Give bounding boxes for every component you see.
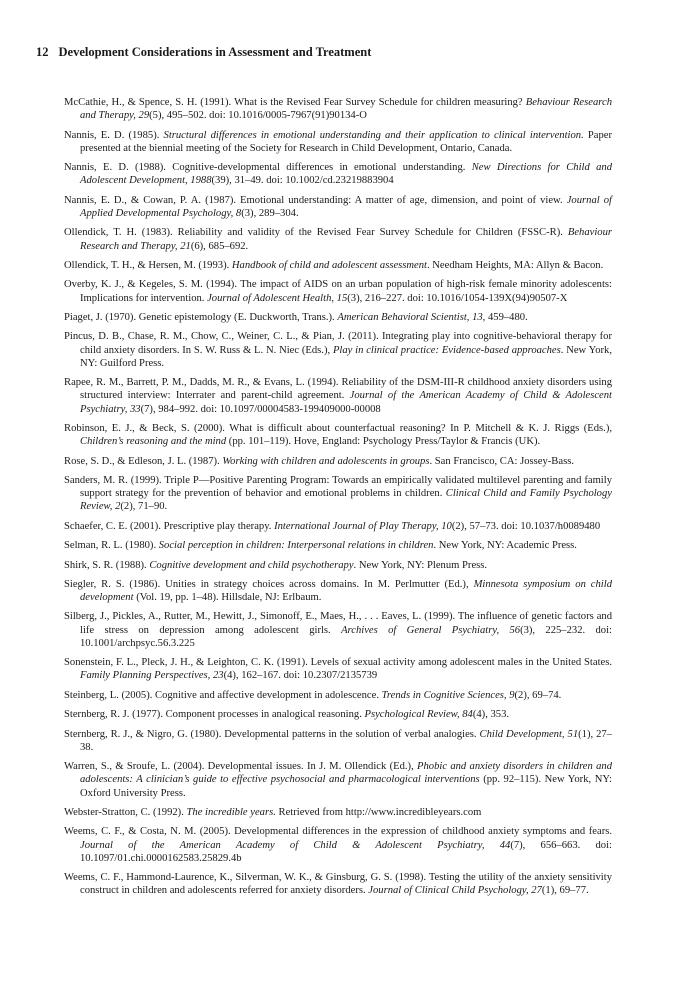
reference-text: Overby, K. J., & Kegeles, S. M. (1994). The impact of AIDS on an urban population of high-risk female minority adolescents: Implications for intervention. [64,279,612,304]
page-number: 12 [36,45,49,59]
reference-text: (pp. 92–115). New York, NY: Oxford University Press. [80,774,612,799]
reference-text: . New York, NY: Academic Press. [433,540,577,552]
reference-source: Structural differences in emotional understanding and their application to clinical intervention. [163,129,584,141]
reference-source: Journal of Clinical Child Psychology, 27 [368,885,542,897]
reference-text: Webster-Stratton, C. (1992). [64,807,187,819]
reference-source: Child Development, 51 [479,728,579,740]
reference-text: . New York, NY: Plenum Press. [353,559,488,571]
reference-source: Psychological Review, 84 [364,709,473,721]
reference-entry [64,96,612,122]
reference-entry [64,161,612,187]
reference-text: Sternberg, R. J., & Nigro, G. (1980). Developmental patterns in the solution of verbal analogies. [64,728,480,740]
reference-text: Weems, C. F., Hammond-Laurence, K., Silverman, W. K., & Ginsburg, G. S. (1998). Testing the utility of the anxiety sensitivity construct in children and adolescents referred for anxiety disorders. [64,872,612,897]
reference-source: Journal of Adolescent Health, 15 [207,292,348,304]
reference-text: Sonenstein, F. L., Pleck, J. H., & Leighton, C. K. (1991). Levels of sexual activity among adolescent males in the United States. [64,657,612,669]
reference-source: Phobic and anxiety disorders in children and adolescents: A clinician’s guide to effective psychosocial and pharmacological interventions [80,761,612,786]
reference-source: Play in clinical practice: Evidence-based approaches [332,344,561,356]
reference-text: Sternberg, R. J. (1977). Component processes in analogical reasoning. [64,709,365,721]
reference-text: (5), 495–502. doi: 10.1016/0005-7967(91)90134-O [149,110,367,122]
reference-text: (3), 289–304. [241,207,299,219]
reference-source: The incredible years. [186,807,276,819]
reference-text: (2), 69–74. [514,689,562,701]
reference-source: Behaviour Research and Therapy, 29 [80,97,612,122]
reference-text: (Vol. 19, pp. 1–48). Hillsdale, NJ: Erlbaum. [133,592,322,604]
reference-source: Cognitive development and child psychotherapy [149,559,354,571]
reference-text: Ollendick, T. H., & Hersen, M. (1993). [64,259,232,271]
reference-source: Handbook of child and adolescent assessment [231,259,427,271]
reference-text: (39), 31–49. doi: 10.1002/cd.23219883904 [211,175,394,187]
reference-source: Clinical Child and Family Psychology Review, 2 [80,488,612,513]
reference-entry [64,226,612,252]
reference-text: Nannis, E. D., & Cowan, P. A. (1987). Emotional understanding: A matter of age, dimension, and point of view. [64,194,567,206]
reference-text: Nannis, E. D. (1985). [64,129,164,141]
reference-text: Selman, R. L. (1980). [64,540,159,552]
reference-text: Nannis, E. D. (1988). Cognitive-developmental differences in emotional understanding. [64,162,472,174]
reference-entry [64,806,612,819]
reference-source: Family Planning Perspectives, 23 [80,670,224,682]
reference-source: Journal of Applied Developmental Psychology, 8 [80,194,612,219]
chapter-title: Development Considerations in Assessment and Treatment [58,45,372,59]
reference-entry [64,539,612,552]
reference-source: Working with children and adolescents in groups [222,455,430,467]
reference-text: Paper presented at the biennial meeting of the Society for Research in Child Development, Ontario, Canada. [80,129,612,154]
reference-source: Archives of General Psychiatry, 56 [341,624,521,636]
reference-text: Retrieved from http://www.incredibleyears.com [275,807,482,819]
reference-source: Social perception in children: Interpersonal relations in children [158,540,434,552]
reference-text: Weems, C. F., & Costa, N. M. (2005). Developmental differences in the expression of childhood anxiety symptoms and fears. [64,826,612,838]
reference-text: (4), 162–167. doi: 10.2307/2135739 [223,670,378,682]
reference-text: Siegler, R. S. (1986). Unities in strategy choices across domains. In M. Perlmutter (Ed.), [64,578,474,590]
reference-source: New Directions for Child and Adolescent Development, 1988 [80,162,612,187]
reference-entry [64,708,612,721]
reference-text: Piaget, J. (1970). Genetic epistemology (E. Duckworth, Trans.). [64,311,338,323]
reference-list [64,96,612,904]
reference-entry [64,311,612,324]
reference-text: (7), 656–663. doi: 10.1097/01.chi.0000162583.25829.4b [80,839,612,864]
reference-entry [64,278,612,304]
reference-text: (1), 27–38. [80,728,612,753]
reference-entry [64,578,612,604]
reference-entry [64,194,612,220]
reference-text: Ollendick, T. H. (1983). Reliability and validity of the Revised Fear Survey Schedule for Children (FSSC-R). [64,227,568,239]
reference-text: Rapee, R. M., Barrett, P. M., Dadds, M. R., & Evans, L. (1994). Reliability of the DSM-III-R childhood anxiety disorders using structured interview: Interrater and parent-child agreement. [64,377,612,402]
reference-entry [64,520,612,533]
reference-text: (pp. 101–119). Hove, England: Psychology Press/Taylor & Francis (UK). [226,436,541,448]
reference-text: (1), 69–77. [541,885,589,897]
reference-text: Schaefer, C. E. (2001). Prescriptive play therapy. [64,520,275,532]
reference-text: Sanders, M. R. (1999). Triple P—Positive Parenting Program: Towards an empirically validated multilevel parenting and family support strategy for the prevention of behavior and emotional problems in children. [64,474,612,500]
reference-text: (2), 57–73. doi: 10.1037/h0089480 [451,520,601,532]
reference-source: Children’s reasoning and the mind [80,436,227,448]
reference-source: Minnesota symposium on child development [80,578,612,604]
reference-text: McCathie, H., & Spence, S. H. (1991). What is the Revised Fear Survey Schedule for children measuring? [64,97,526,108]
reference-text: (7), 984–992. doi: 10.1097/00004583-199409000-00008 [140,403,381,415]
reference-entry [64,656,612,682]
running-head [36,45,371,60]
reference-text: Shirk, S. R. (1988). [64,559,150,571]
reference-entry [64,871,612,897]
reference-source: Journal of the American Academy of Child & Adolescent Psychiatry, 44 [80,839,511,851]
reference-text: (3), 225–232. doi: 10.1001/archpsyc.56.3.225 [80,624,612,649]
reference-source: American Behavioral Scientist, 13, [337,311,486,323]
reference-entry [64,455,612,468]
reference-entry [64,330,612,370]
reference-source: Behaviour Research and Therapy, 21 [80,227,612,252]
reference-text: Pincus, D. B., Chase, R. M., Chow, C., Weiner, C. L., & Pian, J. (2011). Integrating play into cognitive-behavioral therapy for child anxiety disorders. In S. W. Russ & L. N. Niec (Eds.), [64,331,612,356]
reference-text: . San Francisco, CA: Jossey-Bass. [429,455,574,467]
reference-source: Trends in Cognitive Sciences, 9 [381,689,515,701]
reference-entry [64,422,612,448]
reference-text: Silberg, J., Pickles, A., Rutter, M., Hewitt, J., Simonoff, E., Maes, H., . . . Eaves, L. (1999). The influence of genetic factors and life stress on depression among adolescent girls. [64,611,612,636]
reference-text: (3), 216–227. doi: 10.1016/1054-139X(94)90507-X [347,292,568,304]
reference-text: Steinberg, L. (2005). Cognitive and affective development in adolescence. [64,689,382,701]
reference-entry [64,376,612,416]
reference-text: . Needham Heights, MA: Allyn & Bacon. [426,259,604,271]
reference-entry [64,689,612,702]
reference-entry [64,825,612,865]
reference-entry [64,559,612,572]
reference-text: (4), 353. [472,709,510,721]
reference-entry [64,610,612,650]
reference-text: Warren, S., & Sroufe, L. (2004). Developmental issues. In J. M. Ollendick (Ed.), [64,761,418,773]
reference-text: Rose, S. D., & Edleson, J. L. (1987). [64,455,223,467]
reference-source: International Journal of Play Therapy, 10 [274,520,452,532]
reference-entry [64,728,612,754]
reference-text: 459–480. [485,311,528,323]
reference-entry [64,259,612,272]
reference-entry [64,474,612,514]
reference-text: Robinson, E. J., & Beck, S. (2000). What is difficult about counterfactual reasoning? In P. Mitchell & K. J. Riggs (Eds.), [64,422,612,434]
reference-text: . New York, NY: Guilford Press. [80,344,612,369]
reference-source: Journal of the American Academy of Child & Adolescent Psychiatry, 33 [80,390,612,415]
reference-entry [64,129,612,155]
reference-text: (2), 71–90. [120,501,168,513]
reference-entry [64,760,612,800]
reference-text: (6), 685–692. [190,240,249,252]
